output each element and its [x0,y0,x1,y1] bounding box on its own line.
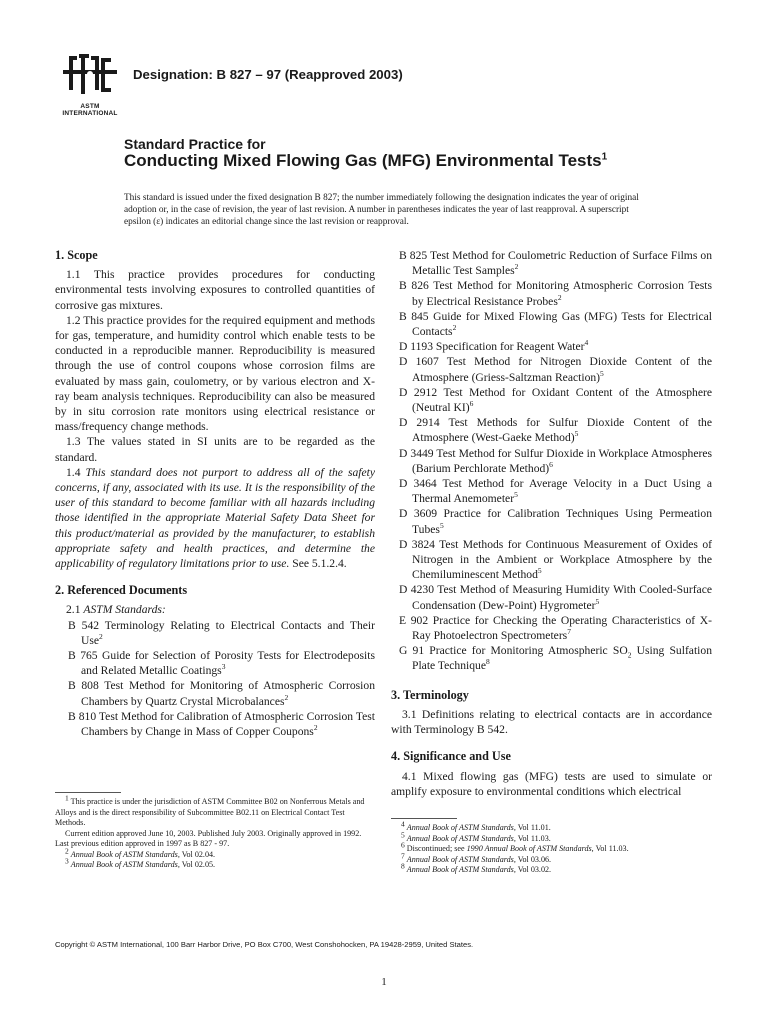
footnote-6-italic: 1990 Annual Book of ASTM Standards [466,844,592,853]
terminology-3-1: 3.1 Definitions relating to electrical contacts are in accordance with Terminology B 542. [391,707,712,737]
reference-footnote-mark: 5 [574,429,579,439]
footnote-8-italic: Annual Book of ASTM Standards [406,865,514,874]
title-line-2 [124,151,607,171]
scope-1-4-tail: See 5.1.2.4. [292,557,347,571]
reference-text: E 902 Practice for Checking the Operating Characteristics of X-Ray Photoelectron Spectrometers [399,613,712,643]
scope-1-3: 1.3 The values stated in SI units are to be regarded as the standard. [55,435,375,464]
reference-footnote-mark: 3 [221,662,226,672]
reference-footnote-mark: 5 [537,566,542,576]
refdocs-heading: 2. Referenced Documents [55,583,188,598]
footnote-8-tail: , Vol 03.02. [513,865,552,874]
reference-item [394,506,712,536]
reference-footnote-mark: 5 [600,368,604,378]
footnote-8-mark: 8 [401,861,405,871]
terminology-heading: 3. Terminology [391,687,469,702]
reference-footnote-mark: 6 [549,459,553,469]
title-line-1: Standard Practice for [124,136,266,152]
reference-item [394,476,712,506]
reference-text: B 765 Guide for Selection of Porosity Tests for Electrodeposits and Related Metallic Coatings [68,649,375,678]
footnote-6-mark: 6 [401,840,405,850]
g91-text-a: G 91 Practice for Monitoring Atmospheric SO [399,644,628,658]
reference-item [55,709,375,739]
logo-label: ASTM INTERNATIONAL [62,103,118,117]
scope-1-1: 1.1 This practice provides procedures for conducting environmental tests involving exposures to controlled quantities of corrosive gas mixtures. [55,268,375,312]
footnote-2-tail: , Vol 02.04. [177,849,216,859]
footnote-6-tail: , Vol 11.03. [591,844,629,853]
reference-text: D 2912 Test Method for Oxidant Content of the Atmosphere (Neutral KI) [399,385,712,415]
page-number: 1 [381,976,387,988]
reference-text: D 2914 Test Methods for Sulfur Dioxide Content of the Atmosphere (West-Gaeke Method) [399,416,712,445]
refdocs-2-1-num: 2.1 [66,603,81,617]
footnote-1-mark: 1 [65,793,69,803]
reference-footnote-mark: 5 [595,596,600,606]
footnote-7 [391,850,712,866]
reference-item [394,582,712,612]
reference-text: D 3464 Test Method for Average Velocity in a Duct Using a Thermal Anemometer [399,477,712,506]
reference-text: D 3449 Test Method for Sulfur Dioxide in Workplace Atmospheres (Barium Perchlorate Method) [399,446,712,475]
footnotes-left [55,793,375,871]
footnote-3-tail: , Vol 02.05. [177,860,216,869]
footnote-1 [55,793,375,829]
scope-1-2: 1.2 This practice provides for the required equipment and methods for gas, temperature, and humidity control which enable tests to be conducted in a reproducible manner. Reproducibility is measured through the use of control coupons whose corrosion films are evaluated by mass gain, coulometry, or by various electron and X-ray beam analysis techniques. Reproducibility can also be measured by in situ corrosion rate monitors using electrical resistance or mass/frequency change methods. [55,313,375,434]
footnote-4 [391,819,712,834]
footnote-5-tail: , Vol 11.03. [513,833,551,843]
reference-footnote-mark: 2 [99,632,103,642]
reference-text: B 808 Test Method for Monitoring of Atmospheric Corrosion Chambers by Quartz Crystal Microbalances [68,679,375,708]
footnote-2-mark: 2 [65,845,69,855]
reference-footnote-mark: 6 [469,399,474,409]
reference-item [394,339,712,354]
footnote-2 [55,845,375,861]
footnote-6 [391,840,712,855]
reference-text: B 825 Test Method for Coulometric Reduction of Surface Films on Metallic Test Samples [399,249,712,278]
footnote-7-mark: 7 [401,850,405,860]
footnote-3-italic: Annual Book of ASTM Standards [70,860,178,869]
astm-logo [55,50,125,117]
copyright-notice: Copyright © ASTM International, 100 Barr Harbor Drive, PO Box C700, West Conshohocken, PA 19428-2959, United States. [55,940,474,949]
footnote-8 [391,861,712,876]
reference-item [55,678,375,708]
scope-heading: 1. Scope [55,248,98,262]
title-footnote-mark: 1 [601,151,608,163]
reference-footnote-mark: 7 [567,627,571,637]
reference-footnote-mark: 4 [584,338,589,348]
reference-footnote-mark: 5 [514,490,518,500]
reference-item [394,248,712,278]
reference-text: B 826 Test Method for Monitoring Atmospheric Corrosion Tests by Electrical Resistance Probes [399,279,712,308]
reference-footnote-mark: 5 [439,520,444,530]
reference-item [55,618,375,648]
reference-footnote-mark: 2 [313,723,318,733]
footnote-2-italic: Annual Book of ASTM Standards [70,849,178,859]
footnote-4-tail: , Vol 11.01. [513,823,551,832]
reference-footnote-mark: 2 [452,323,457,333]
footnote-4-italic: Annual Book of ASTM Standards [406,823,514,832]
refdocs-2-1 [55,602,375,617]
footnote-4-mark: 4 [401,819,405,829]
reference-item [394,354,712,384]
footnotes-right [391,819,712,876]
reference-item [394,385,712,415]
reference-item [55,648,375,678]
significance-4-1: 4.1 Mixed flowing gas (MFG) tests are used to simulate or amplify exposure to environmental conditions which electrical [391,769,712,798]
right-reference-list [391,248,712,643]
scope-1-4 [55,465,375,571]
title-text: Conducting Mixed Flowing Gas (MFG) Environmental Tests [124,151,602,170]
g91-text-b: Using Sulfation Plate Technique [412,644,712,673]
g91-subscript: 2 [627,650,632,660]
footnote-3-mark: 3 [65,856,69,866]
footnote-5-mark: 5 [401,829,405,839]
scope-1-4-italic: This standard does not purport to address all of the safety concerns, if any, associated with its use. It is the responsibility of the user of this standard to become familiar with all hazards including those identified in the appropriate Material Safety Data Sheet for this product/material as provided by the manufacturer, to establish appropriate safety and health practices, and determine the applicability of regulatory limitations prior to use. [55,465,375,571]
reference-footnote-mark: 2 [514,262,519,272]
footnote-5-italic: Annual Book of ASTM Standards [406,833,514,843]
designation: Designation: B 827 – 97 (Reapproved 2003) [133,67,403,82]
reference-text: D 3824 Test Methods for Continuous Measurement of Oxides of Nitrogen in the Ambient or Workplace Atmosphere by the Chemiluminescent Method [399,537,712,582]
left-column [55,248,375,739]
reference-item [394,613,712,643]
reference-text: D 4230 Test Method of Measuring Humidity With Cooled-Surface Condensation (Dew-Point) Hygrometer [399,583,712,612]
scope-1-4-num: 1.4 [66,465,81,479]
footnote-5 [391,829,712,845]
footnote-1-text: This practice is under the jurisdiction of ASTM Committee B02 on Nonferrous Metals and Alloys and is the direct responsibility of Subcommittee B02.11 on Electrical Contact Test Methods. [55,797,365,827]
reference-text: D 1193 Specification for Reagent Water [399,340,585,354]
reference-text: D 1607 Test Method for Nitrogen Dioxide Content of the Atmosphere (Griess-Saltzman Reaction) [399,355,712,384]
reference-item-g91 [394,643,712,673]
significance-heading: 4. Significance and Use [391,749,511,764]
footnote-6-pre: Discontinued; see [406,844,467,853]
reference-item [394,446,712,476]
footnote-7-tail: , Vol 03.06. [513,854,552,864]
right-column [391,248,712,799]
reference-footnote-mark: 2 [284,692,289,702]
refdocs-2-1-label: ASTM Standards: [83,603,166,617]
reference-text: D 3609 Practice for Calibration Techniques Using Permeation Tubes [399,507,712,536]
reference-footnote-mark: 2 [557,292,562,302]
reference-text: B 845 Guide for Mixed Flowing Gas (MFG) Tests for Electrical Contacts [399,309,712,339]
reference-item [394,278,712,308]
intro-paragraph: This standard is issued under the fixed designation B 827; the number immediately following the designation indicates the year of original adoption or, in the case of revision, the year of last revision. A number in parentheses indicates the year of last reapproval. A superscript epsilon (ε) indicates an editorial change since the last revision or reapproval. [124,193,639,228]
reference-text: B 542 Terminology Relating to Electrical Contacts and Their Use [68,618,375,647]
footnote-1b: Current edition approved June 10, 2003. Published July 2003. Originally approved in 1992. Last previous edition approved in 1997 as B 827 - 97. [55,828,362,848]
reference-item [394,309,712,339]
reference-text: B 810 Test Method for Calibration of Atmospheric Corrosion Test Chambers by Change in Mass of Copper Coupons [68,709,375,739]
left-reference-list [55,618,375,740]
g91-footnote-mark: 8 [486,657,490,667]
footnote-3 [55,856,375,871]
reference-item [394,537,712,583]
reference-item [394,415,712,445]
footnote-7-italic: Annual Book of ASTM Standards [406,854,514,864]
